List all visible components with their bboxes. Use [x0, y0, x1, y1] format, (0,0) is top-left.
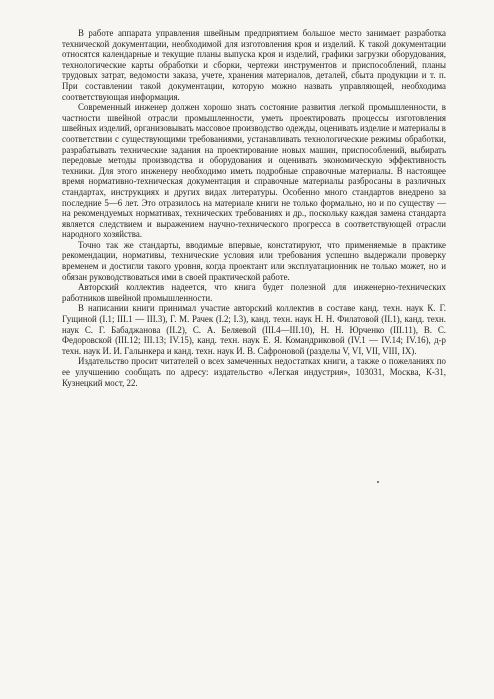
paragraph-3: Точно так же стандарты, вводимые впервые, констатируют, что применяемые в практике рекомендации, нормативы, технические условия или требования успешно выдержали проверку временем и достигли такого уровня, когда проектант или эксплуатационник не только может, но и обязан руководствоваться ими в своей практической работе.: [62, 239, 446, 282]
paragraph-5: В написании книги принимал участие авторский коллектив в составе канд. техн. наук К. Г. Гущиной (I.1; III.1 — III.3), Г. М. Рачек (I.2; I.3), канд. техн. наук Н. Н. Филатовой (II.1), канд. техн. наук С. Г. Бабаджанова (II.2), С. А. Беляевой (III.4—III.10), Н. Н. Юрченко (III.11), В. С. Федоровской (III.12; III.13; IV.15), канд. техн. наук Е. Я. Командриковой (IV.1 — IV.14; IV.16), д-р техн. наук И. И. Галынкера и канд. техн. наук И. В. Сафроновой (разделы V, VI, VII, VIII, IX).: [62, 303, 446, 356]
document-body: [62, 28, 446, 388]
paragraph-2: Современный инженер должен хорошо знать состояние развития легкой промышленности, в частности швейной отрасли промышленности, уметь проектировать процессы изготовления швейных изделий, организовывать массовое производство одежды, оценивать изделие и материалы в соответствии с существующими требованиями, устанавливать технологические режимы обработки, разрабатывать технические задания на проектирование новых машин, приспособлений, выбирать передовые методы производства и оборудования и оценивать экономическую эффективность техники. Для этого инженеру необходимо иметь подробные справочные материалы. В настоящее время нормативно-техническая документация и справочные материалы разбросаны в различных стандартах, инструкциях и других видах литературы. Особенно много стандартов внедрено за последние 5—6 лет. Это отразилось на материале книги не только формально, но и по существу — на рекомендуемых нормативах, технических требованиях и др., поскольку каждая замена стандарта является следствием и выражением научно-технического прогресса в соответствующей отрасли народного хозяйства.: [62, 102, 447, 240]
paragraph-4: Авторский коллектив надеется, что книга будет полезной для инженерно-технических работников швейной промышленности.: [62, 282, 446, 303]
paragraph-6: Издательство просит читателей о всех замеченных недостатках книги, а также о пожеланиях по ее улучшению сообщать по адресу: издательство «Легкая индустрия», 103031, Москва, К-31, Кузнецкий мост, 22.: [62, 356, 446, 388]
scan-speck: [377, 481, 379, 483]
paragraph-1: В работе аппарата управления швейным предприятием большое место занимает разработка технической документации, необходимой для изготовления кроя и изделий. К такой документации относятся календарные и текущие планы выпуска кроя и изделий, графики загрузки оборудования, технологические карты обработки и сборки, чертежи инструментов и приспособлений, планы трудовых затрат, ведомости заказа, учете, хранения материалов, деталей, сбыта продукции и т. п. При составлении такой документации, которую можно назвать управляющей, необходима соответствующая информация.: [62, 28, 446, 102]
